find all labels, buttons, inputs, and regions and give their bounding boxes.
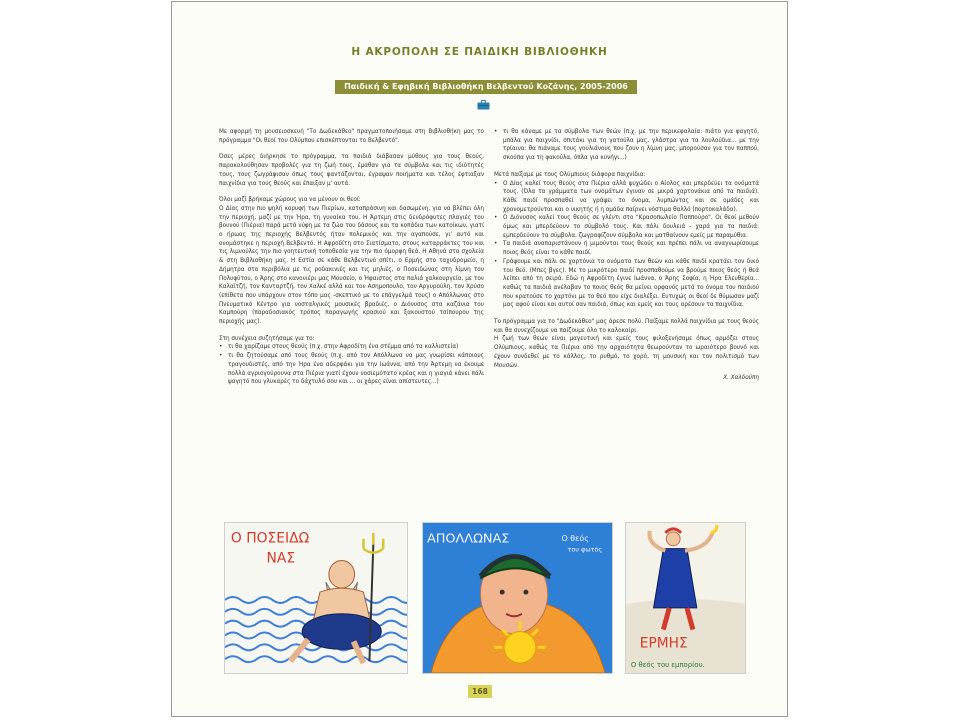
homes-intro: Όλοι μαζί βρήκαμε χώρους για να μένουν οι θεοί: (219, 197, 361, 204)
right-column (494, 128, 759, 383)
closing-paragraph: Η ζωή των θεών είναι μαγευτική και εμείς τους φιλοξενήσαμε όπως αρμόζει στους Ολύμπιους, καθώς τα Πιέρια από την αρχαιότητα θεωρούνταν το ωραιότερο βουνό και έχουν συνδεθεί με το κάλλος, το ρυθμό, το χορό, τη μουσική και τον πολιτισμό των Μουσών. (494, 336, 759, 369)
poseidon-drawing (224, 522, 408, 674)
list-item: • Τα παιδιά αναπαριστάνουν ή μιμούνται τους θεούς και πρέπει πάλι να αναγνωρίσουμε ποιος θεός είναι το κάθε παιδί. (501, 240, 759, 257)
discussion-intro: Στη συνέχεια συζητήσαμε για το: (219, 335, 315, 342)
list-item: • Γράψουμε και πάλι σε χαρτόνια τα ονόματα των θεών και κάθε παιδί κρατάει τον δικό του θεό. (Μπες βγες). Με το μικρότερο παιδί προσπαθούμε να βρούμε ποιος θεός ή θεά λείπει από τη σειρά. Εδώ η Αφροδίτη έγινε Ιωάννα, ο Άρης Σοφία, η Ήρα Ελευθερία... καθώς τα παιδιά ανέλαβαν το ποιος θεός θα μείνει ορφανός μετά το όνομα του παιδιού που κρατούσε το χαρτόνι με το θεό που είχε διαλέξει. Ευτυχώς οι θεοί δε θύμωσαν μαζί μας αφού είναι και αυτοί σαν παιδιά, όπως και εμείς και τους αρέσουν τα παιχνίδια. (501, 258, 759, 310)
games-intro: Μετά παίξαμε με τους Ολύμπιους διάφορα παιχνίδια: (494, 171, 646, 178)
hermes-drawing (625, 522, 746, 674)
apollo-drawing (422, 522, 613, 674)
drawing-caption-side: του φωτός (567, 545, 603, 554)
left-column (219, 128, 484, 395)
conclusion-paragraph: Το πρόγραμμα για το "Δωδεκάθεο" μας άρεσε πολύ. Παίξαμε πολλά παιχνίδια με τους θεούς και θα συνεχίζουμε να παίζουμε όλο το καλοκαίρι. (494, 319, 759, 334)
magazine-page (171, 1, 788, 717)
drawing-caption: Ο ΠΟΣΕΙΔΩ (230, 530, 310, 547)
games-list (494, 180, 759, 311)
page-title: Η ΑΚΡΟΠΟΛΗ ΣΕ ΠΑΙΔΙΚΗ ΒΙΒΛΙΟΘΗΚΗ (351, 46, 608, 58)
subtitle-banner: Παιδική & Εφηβική Βιβλιοθήκη Βελβεντού Κοζάνης, 2005-2006 (335, 80, 637, 94)
list-item: • Ο Διόνυσος καλεί τους θεούς σε γλέντι στο "Κρασοπωλείο Παππούρο". Οι θεοί μεθούν όμως και μπερδεύουν το σύμβολό τους. Και πάλι δουλειά - χαρά για τα παιδιά: εμπερδεύουν τα σύμβολα, ζωγραφίζουν σύμβολα και ματθαίνουν εμείς με παραμύθια. (501, 214, 759, 240)
drawing-caption-sub: Ο θεός του εμπορίου. (630, 661, 705, 670)
briefcase-icon (477, 100, 490, 110)
program-paragraph: Όσες μέρες διήρκησε το πρόγραμμα, τα παιδιά διάβασαν μύθους για τους θεούς, παρακολούθησαν προβολές για τη ζωή τους, έμαθαν για τα σύμβολα και τις ιδιότητές τους, τους ζωγράφισαν όπως τους φαντάζονται, έγραψαν ποιήματα και τέλος έφτιαξαν παιχνίδια για τους θεούς και έπαιξαν μ' αυτά. (219, 154, 484, 187)
drawing-caption: ΕΡΜΗΣ (639, 635, 688, 652)
page-number: 168 (468, 685, 492, 698)
intro-paragraph: Με αφορμή τη μουσειοσκευή "Το Δωδεκάθεο" πραγματοποιήσαμε στη Βιβλιοθήκη μας το πρόγραμμα "Οι θεοί του Ολύμπου επισκέπτονται το Βελβεντό". (219, 129, 484, 144)
author-signature: Χ. Χαλδούπη (723, 375, 759, 382)
drawing-caption: ΑΠΟΛΛΩΝΑΣ (426, 531, 510, 547)
list-item: • Ο Δίας καλεί τους θεούς στα Πιέρια αλλά ψυχώδει ο Αίολος και μπερδεύει τα ονόματά τους. (Όλα τα γράμματα των ονομάτων έγιναν σε μικρά χαρτονάκια από τα παιδιά). Κάθε παιδί προσπαθεί να γράψει το όνομα, λυμπώντας και σε ομάδες και χρονομετρούνται και ο νικητής ή η ομάδα παίρνει νόστιμα θαλλό (πορτοκαλάδα). (501, 180, 759, 215)
drawing-caption: ΝΑΣ (266, 550, 296, 567)
list-item: • τι θα κάναμε με τα σύμβολα των θεών (π.χ. με την περικεφαλαία: πιάτο για φαγητό, μπάλα για παιχνίδι, σπιτάκι για τη γατούλα μας, γλάστρα για τα λουλούδια... με την τρίαινα: θα πιάναμε τους γουλιάνους που ζουν η λίμνη μας, μπορούσαν για τον παππού, σκούπα για τη φακούλα, όπλα για κυνήγι...) (501, 128, 759, 163)
drawing-caption-side: Ο θεός (561, 533, 589, 543)
homes-paragraph: Ο Δίας στην πιο ψηλή κορυφή των Πιερίων, καταπράσινη και δασωμένη, για να βλέπει όλη την περιοχή, μαζί με την Ήρα, τη γυναίκα του. Η Άρτεμη στις δενδρόφυτες πλαγιές του βουνού (Πιέρια) παρά μετά νύφη με τα ζώα του δάσους και τα κοπάδια των κατοίκων, γιατί ο ήρωας της περιοχής Βελβεντός ήταν πολεμικός και την αγαπούσε, γι' αυτό και ονομάστηκε η περιοχή Βελβεντό. Η Αφροδίτη στο Σιατίσματο, στους καταρράκτες του και τις λιμνούλες την πιο γοητευτική τοποθεσία για την πιο όμορφη θεά. Η Αθηνά στα σχολεία & στη Βιβλιοθήκη μας. Η Εστία σε κάθε Βελβεντινό σπίτι, ο Ερμής στο ταχυδρομείο, η Δήμητρα στα περιβόλια με τις ροδακινιές και τις μηλιές, ο Ποσειδώνας στη λίμνη του Πολυφύτου, ο Άρης στο κανονιέρι μας Μουσείο, ο Ήφαιστος στα παλιά χαλκουργεία, με τον Καλαϊτζή, τον Κανταρτζή, τον Χαλκέ αλλά και τον Ασημοπουλο, τον Αργυρούλη, τον Χρύσο (επίθετα που υπάρχουν στον τόπο μας -σκεπτικό με το επάγγελμά τους) ο Απόλλωνας στο Πνευματικό Κέντρο για νοσταλγικές μουσικές βραδιές, ο Διόνυσος στα καζάνια του Καμπούρη (παραδοσιακός τρόπος παραγωγής κρασιού και ξακουστού τσίπουρου της περιοχής μας). (219, 205, 484, 326)
list-item: • τι θα ζητούσαμε από τους θεούς (π.χ. από τον Απόλλωνα να μας γνωρίσει κάποιους τραγουδιστές, από την Ήρα ένα αδερφάκι για την Ιωάννα, από την Άρτεμη να έκουμε πολλά αγριογούρουνα στα Πιέρια γιατί έχουν νοσιεμότατο κρέας και η γιαγιά κάνει πάλι ψαγητό που γλυκαρές το δάχτυλό σου και ... οι χάρες είναι απίστευτες...) (226, 352, 484, 387)
list-item: • τι θα χαρίζαμε στους θεούς (π.χ. στην Αφροδίτη ένα στέμμα από τα καλλιστεία) (226, 343, 484, 352)
symbols-list (494, 128, 759, 163)
discussion-list (219, 343, 484, 387)
